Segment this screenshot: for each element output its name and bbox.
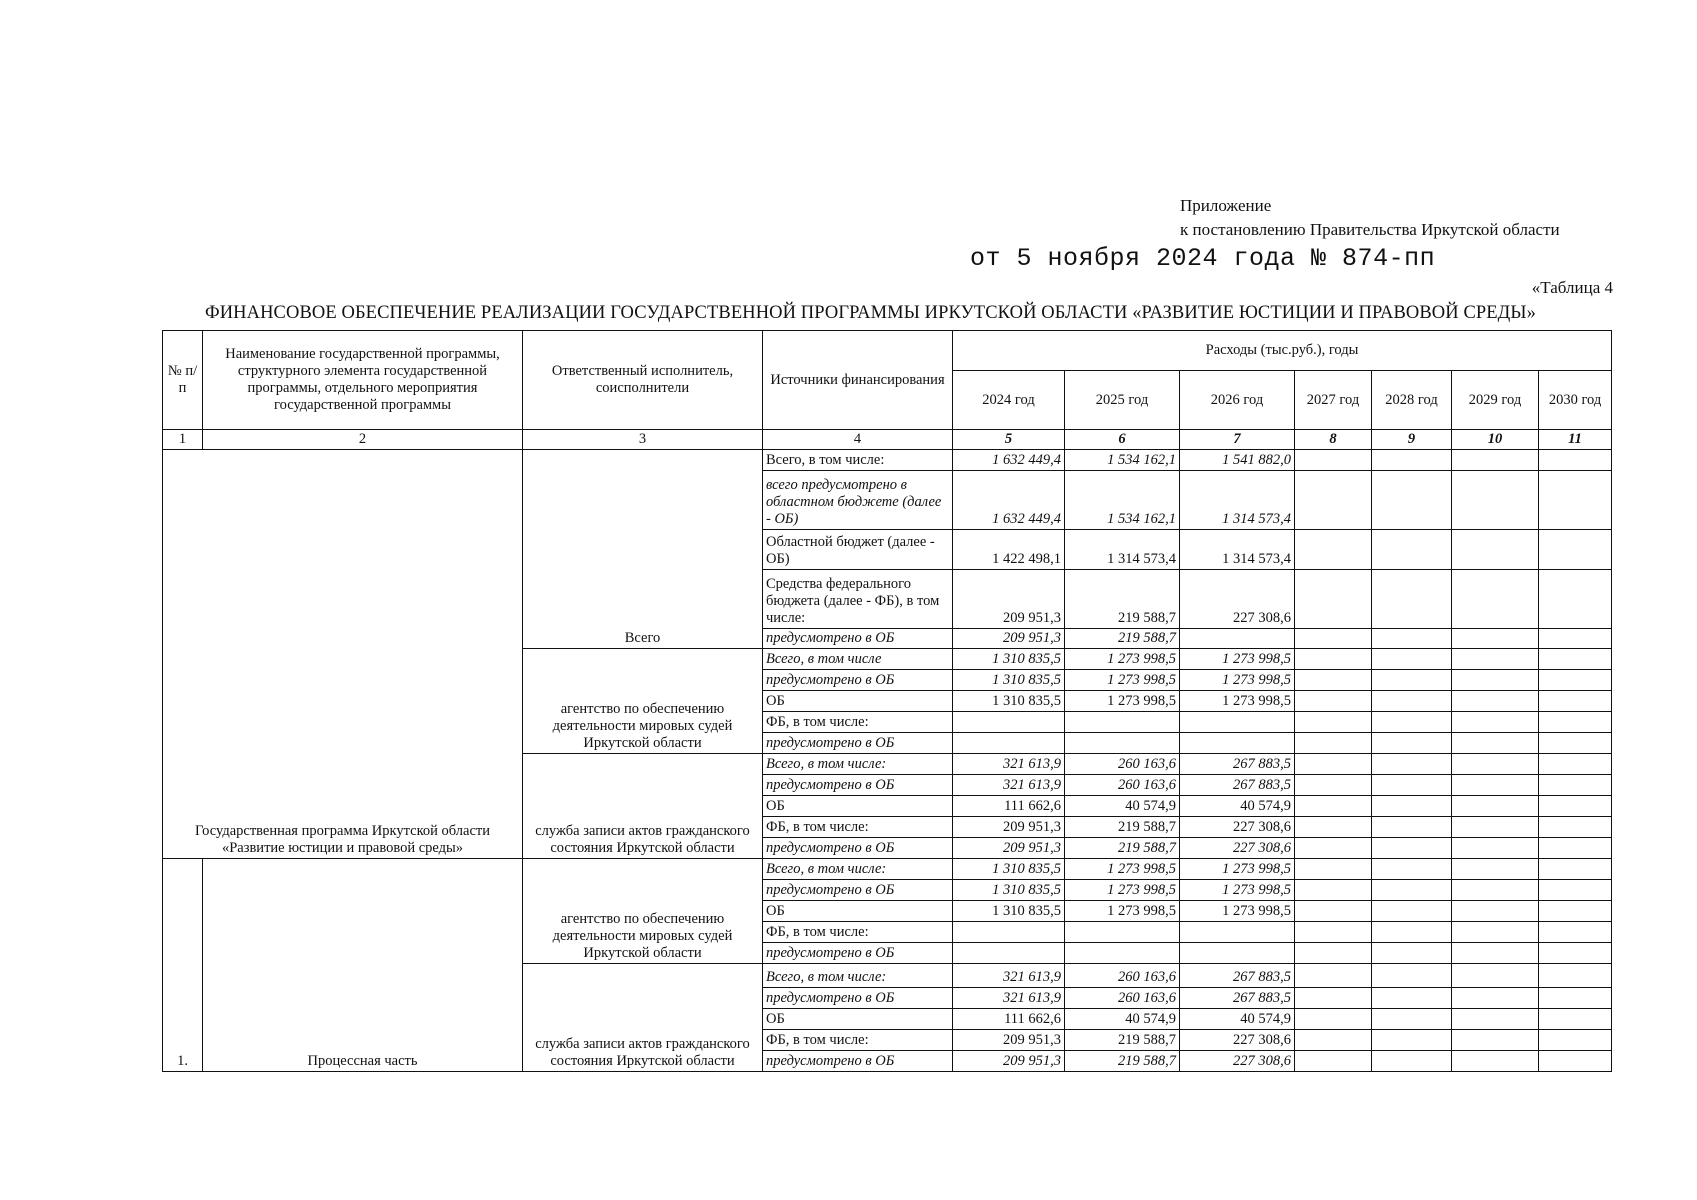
table-row (163, 450, 1612, 471)
value-cell: 1 534 162,1 (1065, 471, 1180, 530)
value-cell: 227 308,6 (1180, 1051, 1295, 1072)
header-year: 2026 год (1180, 371, 1295, 430)
value-cell: 209 951,3 (953, 629, 1065, 649)
header-source: Источники финансирования (763, 331, 953, 430)
header-expenses: Расходы (тыс.руб.), годы (953, 331, 1612, 371)
process-executor-agency: агентство по обеспечению деятельности мировых судей Иркутской области (523, 859, 763, 964)
header-year: 2029 год (1452, 371, 1539, 430)
value-cell: 111 662,6 (953, 796, 1065, 817)
header-year: 2024 год (953, 371, 1065, 430)
value-cell: 209 951,3 (953, 838, 1065, 859)
value-cell: 321 613,9 (953, 775, 1065, 796)
value-cell: 40 574,9 (1180, 796, 1295, 817)
source-cell: ОБ (763, 1009, 953, 1030)
column-number-row (163, 430, 1612, 450)
table-number: «Таблица 4 (1531, 278, 1613, 297)
value-cell: 260 163,6 (1065, 775, 1180, 796)
value-cell: 1 310 835,5 (953, 670, 1065, 691)
column-number: 6 (1065, 430, 1180, 450)
value-cell: 321 613,9 (953, 988, 1065, 1009)
value-cell: 1 422 498,1 (953, 530, 1065, 570)
header-year: 2028 год (1372, 371, 1452, 430)
document-title: ФИНАНСОВОЕ ОБЕСПЕЧЕНИЕ РЕАЛИЗАЦИИ ГОСУДАРСТВЕННОЙ ПРОГРАММЫ ИРКУТСКОЙ ОБЛАСТИ «РАЗВИТИЕ ЮСТИЦИИ И ПРАВОВОЙ СРЕДЫ» (205, 303, 1536, 323)
source-cell: Всего, в том числе (763, 649, 953, 670)
appendix-title: Приложение (1180, 196, 1272, 215)
value-cell: 1 273 998,5 (1065, 691, 1180, 712)
value-cell: 219 588,7 (1065, 629, 1180, 649)
executor-registry: служба записи актов гражданского состояния Иркутской области (523, 754, 763, 859)
column-number: 1 (163, 430, 203, 450)
source-cell: Всего, в том числе: (763, 964, 953, 988)
header-year: 2030 год (1539, 371, 1612, 430)
source-cell: всего предусмотрено в областном бюджете (далее - ОБ) (763, 471, 953, 530)
value-cell: 1 310 835,5 (953, 691, 1065, 712)
value-cell: 267 883,5 (1180, 964, 1295, 988)
value-cell: 219 588,7 (1065, 1051, 1180, 1072)
source-cell: ФБ, в том числе: (763, 922, 953, 943)
value-cell (1180, 629, 1295, 649)
appendix-subtitle: к постановлению Правительства Иркутской области (1180, 220, 1560, 239)
value-cell: 1 541 882,0 (1180, 450, 1295, 471)
value-cell: 1 310 835,5 (953, 859, 1065, 880)
source-cell: Всего, в том числе: (763, 450, 953, 471)
value-cell: 1 310 835,5 (953, 901, 1065, 922)
column-number: 8 (1295, 430, 1372, 450)
value-cell: 267 883,5 (1180, 988, 1295, 1009)
value-cell: 1 314 573,4 (1065, 530, 1180, 570)
value-cell: 209 951,3 (953, 1030, 1065, 1051)
header-executor: Ответственный исполнитель, соисполнители (523, 331, 763, 430)
source-cell: ФБ, в том числе: (763, 817, 953, 838)
value-cell: 1 273 998,5 (1180, 691, 1295, 712)
process-num: 1. (163, 859, 203, 1072)
source-cell: предусмотрено в ОБ (763, 943, 953, 964)
executor-total: Всего (523, 450, 763, 649)
value-cell: 1 310 835,5 (953, 649, 1065, 670)
value-cell: 1 310 835,5 (953, 880, 1065, 901)
executor-agency: агентство по обеспечению деятельности мировых судей Иркутской области (523, 649, 763, 754)
value-cell: 227 308,6 (1180, 1030, 1295, 1051)
source-cell: предусмотрено в ОБ (763, 670, 953, 691)
column-number: 5 (953, 430, 1065, 450)
source-cell: предусмотрено в ОБ (763, 775, 953, 796)
value-cell: 1 273 998,5 (1180, 859, 1295, 880)
value-cell: 1 273 998,5 (1180, 901, 1295, 922)
financing-table (162, 330, 1612, 1072)
source-cell: ОБ (763, 796, 953, 817)
source-cell: Всего, в том числе: (763, 754, 953, 775)
value-cell: 40 574,9 (1065, 1009, 1180, 1030)
value-cell: 1 632 449,4 (953, 471, 1065, 530)
value-cell: 267 883,5 (1180, 754, 1295, 775)
header-year: 2027 год (1295, 371, 1372, 430)
source-cell: ФБ, в том числе: (763, 712, 953, 733)
source-cell: предусмотрено в ОБ (763, 1051, 953, 1072)
value-cell: 209 951,3 (953, 570, 1065, 629)
column-number: 4 (763, 430, 953, 450)
program-name: Государственная программа Иркутской области «Развитие юстиции и правовой среды» (163, 450, 523, 859)
value-cell: 1 273 998,5 (1180, 670, 1295, 691)
column-number: 9 (1372, 430, 1452, 450)
value-cell: 111 662,6 (953, 1009, 1065, 1030)
source-cell: предусмотрено в ОБ (763, 838, 953, 859)
value-cell: 1 273 998,5 (1065, 901, 1180, 922)
value-cell: 227 308,6 (1180, 838, 1295, 859)
source-cell: ОБ (763, 901, 953, 922)
value-cell: 1 273 998,5 (1065, 649, 1180, 670)
value-cell: 209 951,3 (953, 1051, 1065, 1072)
value-cell: 40 574,9 (1065, 796, 1180, 817)
value-cell: 267 883,5 (1180, 775, 1295, 796)
value-cell: 321 613,9 (953, 754, 1065, 775)
value-cell: 1 273 998,5 (1180, 649, 1295, 670)
source-cell: Областной бюджет (далее - ОБ) (763, 530, 953, 570)
column-number: 3 (523, 430, 763, 450)
value-cell: 227 308,6 (1180, 817, 1295, 838)
source-cell: предусмотрено в ОБ (763, 988, 953, 1009)
value-cell: 260 163,6 (1065, 964, 1180, 988)
value-cell: 219 588,7 (1065, 1030, 1180, 1051)
decree-line: от 5 ноября 2024 года № 874-пп (970, 244, 1436, 273)
header-num: № п/п (163, 331, 203, 430)
column-number: 11 (1539, 430, 1612, 450)
header-year: 2025 год (1065, 371, 1180, 430)
source-cell: предусмотрено в ОБ (763, 629, 953, 649)
column-number: 10 (1452, 430, 1539, 450)
column-number: 2 (203, 430, 523, 450)
process-executor-registry: служба записи актов гражданского состояния Иркутской области (523, 964, 763, 1072)
source-cell: предусмотрено в ОБ (763, 733, 953, 754)
value-cell: 1 632 449,4 (953, 450, 1065, 471)
value-cell: 209 951,3 (953, 817, 1065, 838)
value-cell: 1 314 573,4 (1180, 530, 1295, 570)
source-cell: Средства федерального бюджета (далее - ФБ), в том числе: (763, 570, 953, 629)
column-number: 7 (1180, 430, 1295, 450)
value-cell: 1 273 998,5 (1065, 859, 1180, 880)
value-cell: 1 273 998,5 (1065, 880, 1180, 901)
value-cell: 1 534 162,1 (1065, 450, 1180, 471)
value-cell: 219 588,7 (1065, 570, 1180, 629)
value-cell: 260 163,6 (1065, 754, 1180, 775)
value-cell: 260 163,6 (1065, 988, 1180, 1009)
header-name: Наименование государственной программы, структурного элемента государственной программы, отдельного мероприятия государственной программы (203, 331, 523, 430)
value-cell: 227 308,6 (1180, 570, 1295, 629)
source-cell: ОБ (763, 691, 953, 712)
value-cell: 40 574,9 (1180, 1009, 1295, 1030)
value-cell: 1 314 573,4 (1180, 471, 1295, 530)
value-cell: 219 588,7 (1065, 817, 1180, 838)
process-name: Процессная часть (203, 859, 523, 1072)
source-cell: предусмотрено в ОБ (763, 880, 953, 901)
value-cell: 1 273 998,5 (1180, 880, 1295, 901)
source-cell: Всего, в том числе: (763, 859, 953, 880)
source-cell: ФБ, в том числе: (763, 1030, 953, 1051)
value-cell: 321 613,9 (953, 964, 1065, 988)
table-row (163, 859, 1612, 880)
value-cell: 219 588,7 (1065, 838, 1180, 859)
value-cell: 1 273 998,5 (1065, 670, 1180, 691)
